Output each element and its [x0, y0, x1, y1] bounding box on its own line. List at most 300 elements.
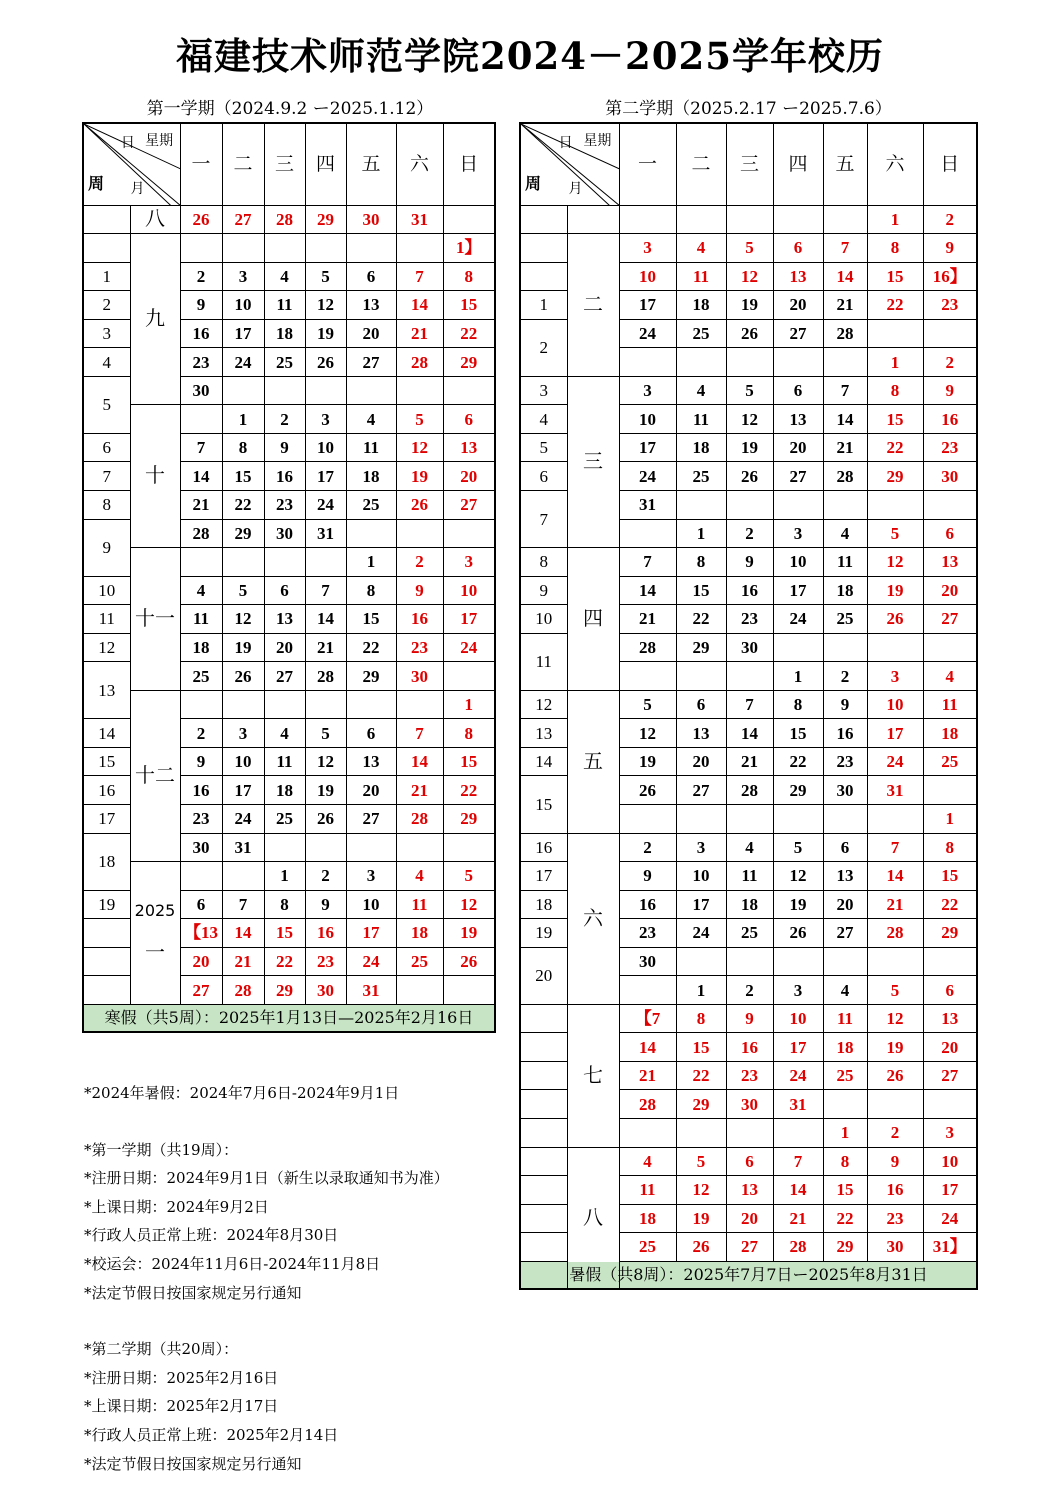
date-cell: 15	[222, 462, 264, 491]
date-cell: 24	[867, 747, 923, 776]
date-cell: 1】	[443, 234, 495, 263]
empty-cell	[222, 234, 264, 263]
date-cell: 16	[396, 605, 443, 634]
date-cell: 18	[676, 291, 726, 320]
header-weekday-label: 星期	[583, 133, 612, 149]
month-label: 三	[567, 376, 619, 547]
date-cell: 29	[222, 519, 264, 548]
date-cell: 7	[726, 690, 773, 719]
empty-cell	[923, 319, 977, 348]
date-cell: 9	[923, 376, 977, 405]
empty-cell	[346, 690, 396, 719]
date-cell: 18	[346, 462, 396, 491]
date-cell: 13	[923, 1004, 977, 1033]
note-line: *注册日期：2024年9月1日（新生以录取通知书为准）	[84, 1169, 449, 1188]
date-cell: 25	[180, 662, 222, 691]
empty-cell	[443, 519, 495, 548]
date-cell: 21	[396, 319, 443, 348]
semester1-caption: 第一学期（2024.9.2 ー2025.1.12）	[146, 99, 434, 119]
calendar-row	[520, 548, 977, 577]
note-line: *法定节假日按国家规定另行通知	[84, 1454, 302, 1473]
date-cell: 14	[867, 862, 923, 891]
date-cell: 15	[676, 1033, 726, 1062]
date-cell: 7	[180, 433, 222, 462]
date-cell: 16	[264, 462, 305, 491]
date-cell: 17	[305, 462, 346, 491]
date-cell: 19	[443, 919, 495, 948]
date-cell: 18	[923, 719, 977, 748]
date-cell: 28	[726, 776, 773, 805]
date-cell: 9	[823, 690, 867, 719]
date-cell: 18	[619, 1204, 676, 1233]
date-cell: 26	[867, 1061, 923, 1090]
date-cell: 2	[726, 976, 773, 1005]
month-label: 五	[567, 690, 619, 833]
date-cell: 28	[264, 205, 305, 234]
date-cell: 12	[867, 548, 923, 577]
empty-cell	[180, 548, 222, 577]
date-cell: 17	[222, 319, 264, 348]
note-line: *法定节假日按国家规定另行通知	[84, 1283, 302, 1302]
date-cell: 23	[923, 433, 977, 462]
date-cell: 17	[773, 576, 823, 605]
date-cell: 7	[773, 1147, 823, 1176]
date-cell: 16	[619, 890, 676, 919]
date-cell: 11	[676, 262, 726, 291]
weekday-header: 四	[305, 123, 346, 205]
date-cell: 17	[222, 776, 264, 805]
empty-cell	[619, 205, 676, 234]
header-week-label: 周	[525, 174, 542, 193]
date-cell: 13	[773, 405, 823, 434]
date-cell: 20	[180, 947, 222, 976]
date-cell: 12	[773, 862, 823, 891]
date-cell: 12	[867, 1004, 923, 1033]
empty-cell	[305, 234, 346, 263]
empty-cell	[726, 1119, 773, 1148]
date-cell: 27	[726, 1233, 773, 1262]
calendar-row	[520, 205, 977, 234]
date-cell: 8	[773, 690, 823, 719]
week-number: 16	[83, 776, 130, 805]
week-number	[83, 947, 130, 976]
date-cell: 30	[867, 1233, 923, 1262]
date-cell: 11	[396, 890, 443, 919]
week-number: 13	[83, 662, 130, 719]
date-cell: 2	[619, 833, 676, 862]
week-number: 6	[520, 462, 567, 491]
date-cell: 22	[923, 890, 977, 919]
empty-cell	[222, 690, 264, 719]
date-cell: 20	[346, 319, 396, 348]
date-cell: 【13	[180, 919, 222, 948]
date-cell: 8	[676, 548, 726, 577]
weekday-header: 三	[726, 123, 773, 205]
date-cell: 27	[923, 605, 977, 634]
header-weekday-label: 星期	[145, 133, 174, 149]
date-cell: 9	[923, 234, 977, 263]
empty-cell	[264, 548, 305, 577]
date-cell: 10	[867, 690, 923, 719]
month-label: 十二	[130, 690, 180, 861]
date-cell: 16	[180, 776, 222, 805]
week-number: 20	[520, 947, 567, 1004]
date-cell: 2	[923, 205, 977, 234]
date-cell: 1	[676, 519, 726, 548]
date-cell: 15	[264, 919, 305, 948]
date-cell: 30	[180, 376, 222, 405]
date-cell: 30	[180, 833, 222, 862]
note-line: *上课日期：2024年9月2日	[84, 1197, 269, 1216]
date-cell: 29	[676, 1090, 726, 1119]
date-cell: 21	[396, 776, 443, 805]
date-cell: 27	[773, 319, 823, 348]
date-cell: 5	[726, 376, 773, 405]
date-cell: 10	[346, 890, 396, 919]
date-cell: 10	[923, 1147, 977, 1176]
date-cell: 26	[726, 462, 773, 491]
date-cell: 9	[726, 548, 773, 577]
empty-cell	[619, 804, 676, 833]
date-cell: 5	[726, 234, 773, 263]
date-cell: 4	[676, 376, 726, 405]
date-cell: 4	[676, 234, 726, 263]
date-cell: 1	[346, 548, 396, 577]
date-cell: 4	[396, 862, 443, 891]
date-cell: 24	[222, 348, 264, 377]
date-cell: 17	[619, 433, 676, 462]
weekday-header: 五	[823, 123, 867, 205]
date-cell: 23	[923, 291, 977, 320]
date-cell: 12	[619, 719, 676, 748]
empty-cell	[396, 376, 443, 405]
semester2-calendar	[519, 122, 978, 1290]
week-number: 10	[520, 605, 567, 634]
date-cell: 13	[773, 262, 823, 291]
date-cell: 1	[773, 662, 823, 691]
week-number: 11	[83, 605, 130, 634]
empty-cell	[264, 833, 305, 862]
week-number: 9	[83, 519, 130, 576]
date-cell: 10	[773, 1004, 823, 1033]
empty-cell	[619, 519, 676, 548]
week-number: 7	[520, 490, 567, 547]
date-cell: 19	[305, 776, 346, 805]
empty-cell	[773, 348, 823, 377]
date-cell: 5	[305, 262, 346, 291]
date-cell: 19	[867, 576, 923, 605]
empty-cell	[823, 205, 867, 234]
date-cell: 20	[823, 890, 867, 919]
date-cell: 3	[773, 519, 823, 548]
header-day-label: 日	[120, 135, 135, 151]
date-cell: 7	[305, 576, 346, 605]
date-cell: 9	[264, 433, 305, 462]
date-cell: 16	[726, 576, 773, 605]
date-cell: 14	[726, 719, 773, 748]
date-cell: 8	[923, 833, 977, 862]
date-cell: 25	[396, 947, 443, 976]
week-number: 11	[520, 633, 567, 690]
week-number	[520, 1090, 567, 1119]
date-cell: 26	[396, 490, 443, 519]
date-cell: 16	[867, 1176, 923, 1205]
empty-cell	[923, 490, 977, 519]
calendar-row	[83, 548, 495, 577]
date-cell: 11	[726, 862, 773, 891]
date-cell: 1	[823, 1119, 867, 1148]
date-cell: 10	[619, 262, 676, 291]
date-cell: 20	[923, 1033, 977, 1062]
date-cell: 25	[676, 462, 726, 491]
date-cell: 26	[619, 776, 676, 805]
date-cell: 12	[305, 291, 346, 320]
date-cell: 2	[180, 262, 222, 291]
date-cell: 25	[619, 1233, 676, 1262]
date-cell: 8	[346, 576, 396, 605]
empty-cell	[443, 833, 495, 862]
date-cell: 3	[619, 376, 676, 405]
date-cell: 25	[264, 804, 305, 833]
date-cell: 4	[264, 262, 305, 291]
date-cell: 11	[676, 405, 726, 434]
date-cell: 1	[867, 205, 923, 234]
date-cell: 6	[264, 576, 305, 605]
date-cell: 24	[676, 919, 726, 948]
week-number	[83, 976, 130, 1005]
date-cell: 27	[443, 490, 495, 519]
date-cell: 8	[823, 1147, 867, 1176]
week-number: 3	[520, 376, 567, 405]
empty-cell	[676, 490, 726, 519]
date-cell: 14	[823, 405, 867, 434]
vacation-footer: 暑假（共8周）：2025年7月7日ー2025年8月31日	[520, 1261, 977, 1289]
empty-cell	[823, 804, 867, 833]
date-cell: 30	[396, 662, 443, 691]
date-cell: 11	[264, 291, 305, 320]
week-number: 17	[83, 804, 130, 833]
date-cell: 21	[619, 605, 676, 634]
date-cell: 31	[619, 490, 676, 519]
empty-cell	[180, 690, 222, 719]
date-cell: 3	[222, 262, 264, 291]
date-cell: 6	[676, 690, 726, 719]
date-cell: 16	[923, 405, 977, 434]
date-cell: 5	[619, 690, 676, 719]
empty-cell	[264, 376, 305, 405]
date-cell: 19	[222, 633, 264, 662]
date-cell: 10	[443, 576, 495, 605]
date-cell: 29	[443, 804, 495, 833]
note-line: *第二学期（共20周）：	[84, 1340, 239, 1359]
week-number: 15	[520, 776, 567, 833]
date-cell: 29	[264, 976, 305, 1005]
empty-cell	[619, 976, 676, 1005]
date-cell: 7	[619, 548, 676, 577]
date-cell: 20	[773, 433, 823, 462]
empty-cell	[867, 1090, 923, 1119]
date-cell: 24	[443, 633, 495, 662]
date-cell: 11	[346, 433, 396, 462]
date-cell: 3	[773, 976, 823, 1005]
date-cell: 1	[264, 862, 305, 891]
empty-cell	[923, 633, 977, 662]
date-cell: 18	[264, 319, 305, 348]
date-cell: 13	[346, 291, 396, 320]
weekday-header: 一	[180, 123, 222, 205]
date-cell: 8	[676, 1004, 726, 1033]
date-cell: 28	[619, 633, 676, 662]
date-cell: 14	[180, 462, 222, 491]
date-cell: 29	[923, 919, 977, 948]
date-cell: 3	[443, 548, 495, 577]
date-cell: 5	[773, 833, 823, 862]
date-cell: 4	[619, 1147, 676, 1176]
date-cell: 13	[726, 1176, 773, 1205]
week-number: 2	[520, 319, 567, 376]
week-number: 9	[520, 576, 567, 605]
weekday-header: 日	[443, 123, 495, 205]
calendar-row	[83, 405, 495, 434]
date-cell: 13	[676, 719, 726, 748]
weekday-header: 二	[222, 123, 264, 205]
date-cell: 7	[823, 376, 867, 405]
date-cell: 20	[346, 776, 396, 805]
date-cell: 21	[726, 747, 773, 776]
header-corner	[83, 123, 180, 205]
date-cell: 8	[443, 262, 495, 291]
date-cell: 12	[443, 890, 495, 919]
note-line: *注册日期：2025年2月16日	[84, 1368, 279, 1387]
date-cell: 24	[619, 462, 676, 491]
week-number: 18	[520, 890, 567, 919]
empty-cell	[676, 662, 726, 691]
month-label: 二	[567, 234, 619, 377]
date-cell: 9	[396, 576, 443, 605]
header-corner	[520, 123, 619, 205]
calendar-row	[520, 376, 977, 405]
date-cell: 29	[676, 633, 726, 662]
empty-cell	[305, 548, 346, 577]
date-cell: 3	[346, 862, 396, 891]
date-cell: 24	[923, 1204, 977, 1233]
empty-cell	[923, 776, 977, 805]
empty-cell	[443, 976, 495, 1005]
date-cell: 7	[867, 833, 923, 862]
date-cell: 17	[773, 1033, 823, 1062]
empty-cell	[773, 633, 823, 662]
calendar-row	[520, 833, 977, 862]
date-cell: 28	[619, 1090, 676, 1119]
date-cell: 5	[443, 862, 495, 891]
week-number: 7	[83, 462, 130, 491]
date-cell: 21	[867, 890, 923, 919]
month-label	[567, 205, 619, 234]
header-week-label: 周	[88, 174, 105, 193]
date-cell: 13	[264, 605, 305, 634]
date-cell: 18	[823, 1033, 867, 1062]
empty-cell	[676, 205, 726, 234]
empty-cell	[773, 947, 823, 976]
week-number: 19	[520, 919, 567, 948]
date-cell: 13	[923, 548, 977, 577]
date-cell: 15	[773, 719, 823, 748]
date-cell: 15	[443, 291, 495, 320]
date-cell: 11	[823, 1004, 867, 1033]
date-cell: 2	[726, 519, 773, 548]
date-cell: 29	[305, 205, 346, 234]
date-cell: 12	[222, 605, 264, 634]
date-cell: 22	[867, 433, 923, 462]
date-cell: 6	[346, 719, 396, 748]
month-label: 八	[130, 205, 180, 234]
date-cell: 4	[823, 519, 867, 548]
date-cell: 10	[305, 433, 346, 462]
date-cell: 3	[867, 662, 923, 691]
month-name: 一	[145, 939, 165, 964]
date-cell: 20	[923, 576, 977, 605]
date-cell: 29	[346, 662, 396, 691]
empty-cell	[823, 490, 867, 519]
date-cell: 14	[396, 291, 443, 320]
date-cell: 22	[443, 319, 495, 348]
date-cell: 14	[619, 1033, 676, 1062]
date-cell: 3	[619, 234, 676, 263]
empty-cell	[180, 405, 222, 434]
date-cell: 31】	[923, 1233, 977, 1262]
month-label: 十	[130, 405, 180, 548]
date-cell: 31	[305, 519, 346, 548]
date-cell: 16】	[923, 262, 977, 291]
date-cell: 14	[773, 1176, 823, 1205]
weekday-header: 三	[264, 123, 305, 205]
empty-cell	[264, 690, 305, 719]
date-cell: 19	[773, 890, 823, 919]
date-cell: 22	[222, 490, 264, 519]
date-cell: 8	[264, 890, 305, 919]
date-cell: 5	[222, 576, 264, 605]
date-cell: 6	[823, 833, 867, 862]
date-cell: 4	[823, 976, 867, 1005]
header-month-label: 月	[130, 181, 145, 197]
date-cell: 9	[180, 747, 222, 776]
date-cell: 7	[222, 890, 264, 919]
date-cell: 12	[726, 405, 773, 434]
week-number: 6	[83, 433, 130, 462]
date-cell: 21	[619, 1061, 676, 1090]
date-cell: 26	[676, 1233, 726, 1262]
empty-cell	[264, 234, 305, 263]
date-cell: 30	[305, 976, 346, 1005]
date-cell: 2	[180, 719, 222, 748]
date-cell: 13	[443, 433, 495, 462]
date-cell: 27	[346, 348, 396, 377]
date-cell: 15	[923, 862, 977, 891]
calendar-row	[520, 1004, 977, 1033]
date-cell: 3	[222, 719, 264, 748]
week-number	[520, 1061, 567, 1090]
date-cell: 22	[773, 747, 823, 776]
date-cell: 28	[396, 348, 443, 377]
date-cell: 29	[867, 462, 923, 491]
empty-cell	[222, 548, 264, 577]
date-cell: 16	[726, 1033, 773, 1062]
date-cell: 29	[773, 776, 823, 805]
date-cell: 14	[305, 605, 346, 634]
note-spacer	[84, 1307, 449, 1335]
month-label: 四	[567, 548, 619, 691]
date-cell: 15	[867, 405, 923, 434]
